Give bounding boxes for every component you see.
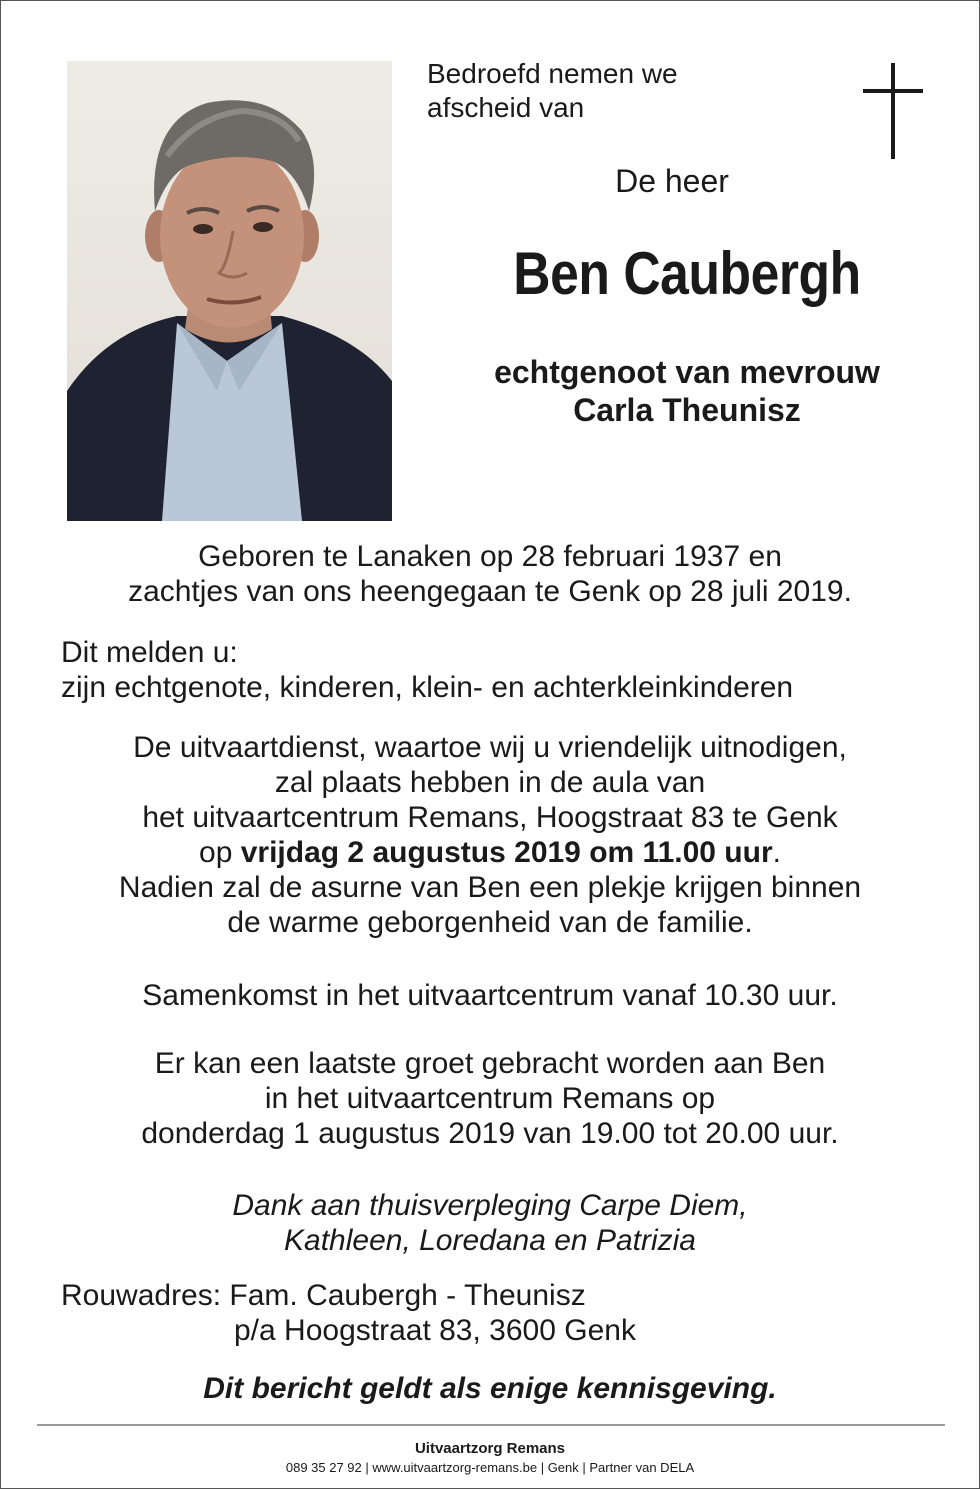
service-line: Nadien zal de asurne van Ben een plekje krijgen binnen — [118, 871, 862, 904]
service-line: zal plaats hebben in de aula van — [274, 766, 706, 799]
thanks-line: Dank aan thuisverpleging Carpe Diem, — [232, 1189, 748, 1222]
service-line: het uitvaartcentrum Remans, Hoogstraat 83 te Genk — [142, 801, 838, 834]
visitation-info — [1, 1046, 979, 1151]
honorific: De heer — [615, 163, 729, 199]
service-date-line — [1, 835, 979, 870]
visit-line: in het uitvaartcentrum Remans op — [264, 1082, 716, 1115]
cross-icon — [863, 63, 923, 159]
birth-line: Geboren te Lanaken op 28 februari 1937 en — [198, 540, 782, 573]
announcement — [61, 635, 793, 705]
visit-line: donderdag 1 augustus 2019 van 19.00 tot 20.00 uur. — [141, 1117, 839, 1150]
birth-death-info — [1, 539, 979, 609]
spouse-line: echtgenoot van mevrouw — [494, 354, 880, 390]
deceased-name: Ben Caubergh — [513, 240, 861, 307]
service-date: vrijdag 2 augustus 2019 om 11.00 uur — [240, 836, 773, 869]
spouse-info — [427, 353, 947, 429]
gathering-info: Samenkomst in het uitvaartcentrum vanaf 10.30 uur. — [142, 979, 838, 1012]
portrait-illustration — [67, 61, 392, 521]
mourning-address — [61, 1278, 636, 1348]
notice-statement: Dit bericht geldt als enige kennisgeving. — [203, 1372, 777, 1405]
mourning-address-line: p/a Hoogstraat 83, 3600 Genk — [234, 1314, 636, 1347]
funeral-home-contact: 089 35 27 92 | www.uitvaartzorg-remans.be | Genk | Partner van DELA — [285, 1460, 695, 1475]
announcement-line: zijn echtgenote, kinderen, klein- en achterkleinkinderen — [61, 671, 794, 704]
service-date-suffix: . — [772, 836, 781, 869]
announcement-line: Dit melden u: — [61, 636, 238, 669]
service-line: De uitvaartdienst, waartoe wij u vriendelijk uitnodigen, — [133, 731, 847, 764]
footer-divider — [37, 1424, 945, 1426]
intro-text — [427, 57, 678, 125]
funeral-home-name: Uitvaartzorg Remans — [414, 1440, 566, 1457]
service-date-prefix: op — [199, 836, 241, 869]
service-line: de warme geborgenheid van de familie. — [227, 906, 753, 939]
death-line: zachtjes van ons heengegaan te Genk op 28 juli 2019. — [128, 575, 852, 608]
funeral-service-info — [1, 730, 979, 940]
visit-line: Er kan een laatste groet gebracht worden aan Ben — [154, 1047, 826, 1080]
intro-line: Bedroefd nemen we — [427, 58, 678, 89]
mourning-address-line: Rouwadres: Fam. Caubergh - Theunisz — [61, 1279, 586, 1312]
intro-line: afscheid van — [427, 92, 585, 123]
spouse-line: Carla Theunisz — [573, 392, 801, 428]
portrait-photo — [67, 61, 392, 521]
thanks-note — [1, 1188, 979, 1258]
thanks-line: Kathleen, Loredana en Patrizia — [284, 1224, 696, 1257]
